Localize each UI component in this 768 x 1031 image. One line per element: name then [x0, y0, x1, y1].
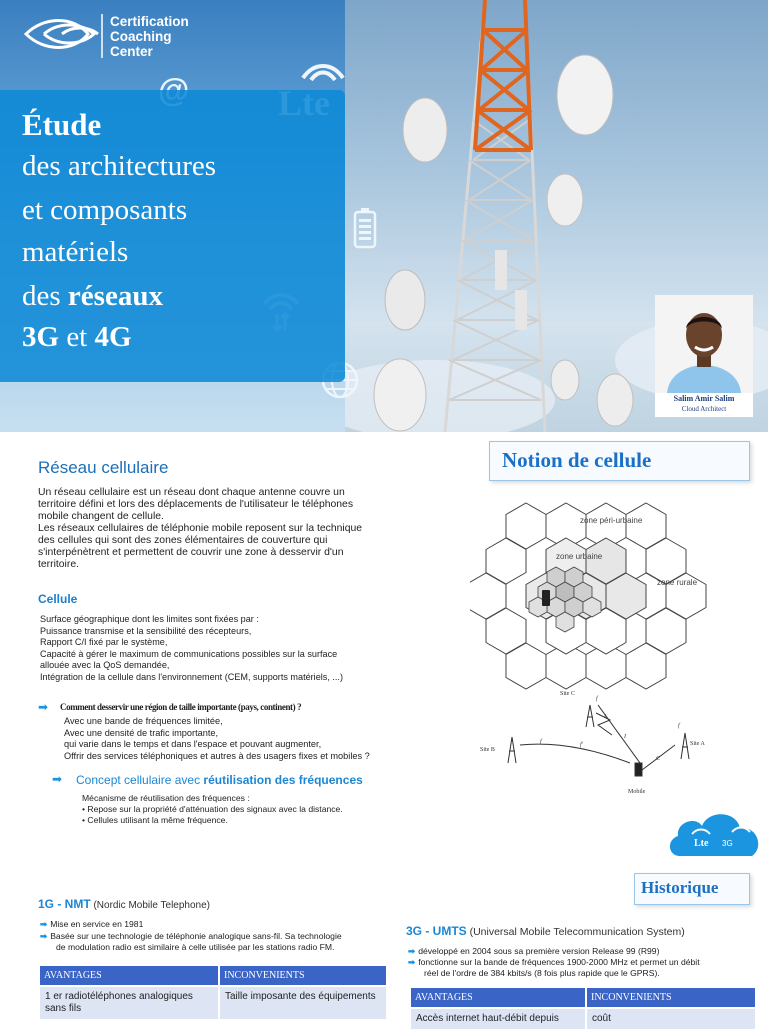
- table-cell: coût: [586, 1008, 756, 1030]
- question-line: Avec une bande de fréquences limitée,: [64, 716, 223, 726]
- question-line: Avec une densité de trafic importante,: [64, 727, 219, 738]
- arrow-right-icon: ➡: [40, 931, 48, 941]
- subsection-title-cellule: Cellule: [38, 592, 78, 606]
- title-line-3: et composants: [22, 194, 188, 226]
- freq-label: f': [580, 742, 583, 748]
- mecanisme-line: • Repose sur la propriété d'atténuation des signaux avec la distance.: [82, 804, 343, 814]
- nmt-bullet: ➡ Basée sur une technologie de téléphonie analogique sans-fil. Sa technologie: [40, 931, 342, 941]
- cellule-line: allouée avec la QoS demandée,: [40, 660, 170, 670]
- zone-rurale-label: zone rurale: [657, 578, 698, 587]
- notion-title: Notion de cellule: [502, 448, 652, 472]
- title-etude: Étude: [22, 107, 102, 142]
- section-title-reseau: Réseau cellulaire: [38, 458, 169, 477]
- nmt-bullet-cont: de modulation radio est similaire à celle utilisée par les stations radio FM.: [56, 942, 335, 952]
- cellule-definition: [40, 614, 385, 683]
- historique-title: Historique: [641, 878, 719, 897]
- title-line-6: 3G et 4G: [22, 321, 132, 353]
- umts-table: [409, 986, 757, 1031]
- cell-diagram: [470, 495, 760, 795]
- hex-grid: [470, 503, 706, 689]
- cellule-line: Surface géographique dont les limites sont fixées par :: [40, 614, 259, 624]
- nmt-table: [38, 964, 388, 1021]
- cellule-line: Intégration de la cellule dans l'environnement (CEM, supports matériels, ...): [40, 671, 343, 682]
- cellule-line: Puissance transmise et la sensibilité des récepteurs,: [40, 625, 252, 636]
- zone-peri-label: zone péri-urbaine: [580, 516, 643, 525]
- title-line-5: des réseaux: [22, 280, 163, 312]
- arrow-right-icon: ➡: [38, 700, 49, 714]
- mobile-label: Mobile: [628, 789, 646, 795]
- question-line: qui varie dans le temps et dans l'espace et pouvant augmenter,: [64, 739, 322, 749]
- arrow-right-icon: ➡: [52, 772, 63, 786]
- wifi-icon: [300, 58, 346, 84]
- cloud-lte-icon: [666, 804, 766, 860]
- author-name: Salim Amir Salim: [673, 394, 735, 403]
- table-header: INCONVENIENTS: [586, 987, 756, 1008]
- question-list: [64, 716, 370, 762]
- zone-urbaine-label: zone urbaine: [556, 552, 603, 561]
- logo-line-2: Coaching: [110, 29, 172, 44]
- site-c-label: Site C: [560, 691, 575, 697]
- cellule-line: Capacité à gérer le maximum de communications possibles sur la surface: [40, 648, 338, 659]
- mecanisme-list: [82, 793, 343, 826]
- site-b-label: Site B: [480, 747, 495, 753]
- table-header: AVANTAGES: [410, 987, 586, 1008]
- freq-label: f: [596, 696, 598, 702]
- arrow-right-icon: ➡: [408, 946, 416, 956]
- title-line-2: des architectures: [22, 150, 217, 182]
- nmt-bullet: ➡ Mise en service en 1981: [40, 919, 144, 929]
- table-header: INCONVENIENTS: [219, 965, 387, 986]
- freq-label: f: [678, 723, 680, 729]
- umts-title: 3G - UMTS (Universal Mobile Telecommunication System): [406, 924, 685, 938]
- umts-bullet-cont: réel de l'ordre de 384 kbits/s (8 fois plus rapide que le GPRS).: [424, 968, 660, 978]
- cellule-line: Rapport C/I fixé par le système,: [40, 637, 168, 647]
- cloud-3g-text: 3G: [722, 839, 733, 848]
- arrow-right-icon: ➡: [408, 957, 416, 967]
- freq-label: f: [540, 739, 542, 745]
- mecanisme-line: Mécanisme de réutilisation des fréquences :: [82, 793, 250, 803]
- reseau-paragraph: Un réseau cellulaire est un réseau dont chaque antenne couvre un territoire défini et lors des déplacements de l'utilisateur le téléphones mobile changent de cellule. Les réseaux cellulaires de téléphonie mobile reposent sur la technique des cellules qui sont des zones élémentaires de couverture qui s'interpénètrent et permettent de couvrir une zone à desservir d'un territoire.: [38, 487, 363, 570]
- concept-title: Concept cellulaire avec réutilisation des fréquences: [76, 773, 363, 787]
- table-cell: 1 er radiotéléphones analogiques sans fils: [39, 986, 219, 1020]
- mecanisme-line: • Cellules utilisant la même fréquence.: [82, 815, 228, 825]
- arrow-right-icon: ➡: [40, 919, 48, 929]
- site-diagram: [508, 705, 689, 776]
- logo-line-3: Center: [110, 44, 153, 59]
- battery-icon: [352, 207, 378, 249]
- i-label: I: [624, 734, 626, 740]
- table-row: [410, 1008, 756, 1030]
- table-header: AVANTAGES: [39, 965, 219, 986]
- nmt-title: 1G - NMT (Nordic Mobile Telephone): [38, 897, 210, 911]
- umts-bullet: ➡ fonctionne sur la bande de fréquences 1900-2000 MHz et permet un débit: [408, 957, 700, 967]
- cloud-lte-text: Lte: [694, 838, 709, 849]
- table-cell: Accès internet haut-débit depuis: [410, 1008, 586, 1030]
- question-text: Comment desservir une région de taille importante (pays, continent) ?: [60, 702, 302, 712]
- table-row: [39, 986, 387, 1020]
- i-label: I: [604, 714, 606, 720]
- title-panel: [0, 90, 345, 382]
- avatar: [655, 295, 753, 393]
- c-label: C: [656, 756, 661, 762]
- umts-bullet: ➡ développé en 2004 sous sa première version Release 99 (R99): [408, 946, 660, 956]
- logo-line-1: Certification: [110, 14, 189, 29]
- question-line: Offrir des services téléphoniques et autres à des usagers fixes et mobiles ?: [64, 750, 370, 761]
- table-cell: Taille imposante des équipements: [219, 986, 387, 1020]
- logo-text: [110, 14, 189, 59]
- title-line-4: matériels: [22, 236, 129, 268]
- author-role: Cloud Architect: [681, 405, 727, 413]
- mobile-phone-icon: [542, 590, 550, 606]
- site-a-label: Site A: [690, 741, 705, 747]
